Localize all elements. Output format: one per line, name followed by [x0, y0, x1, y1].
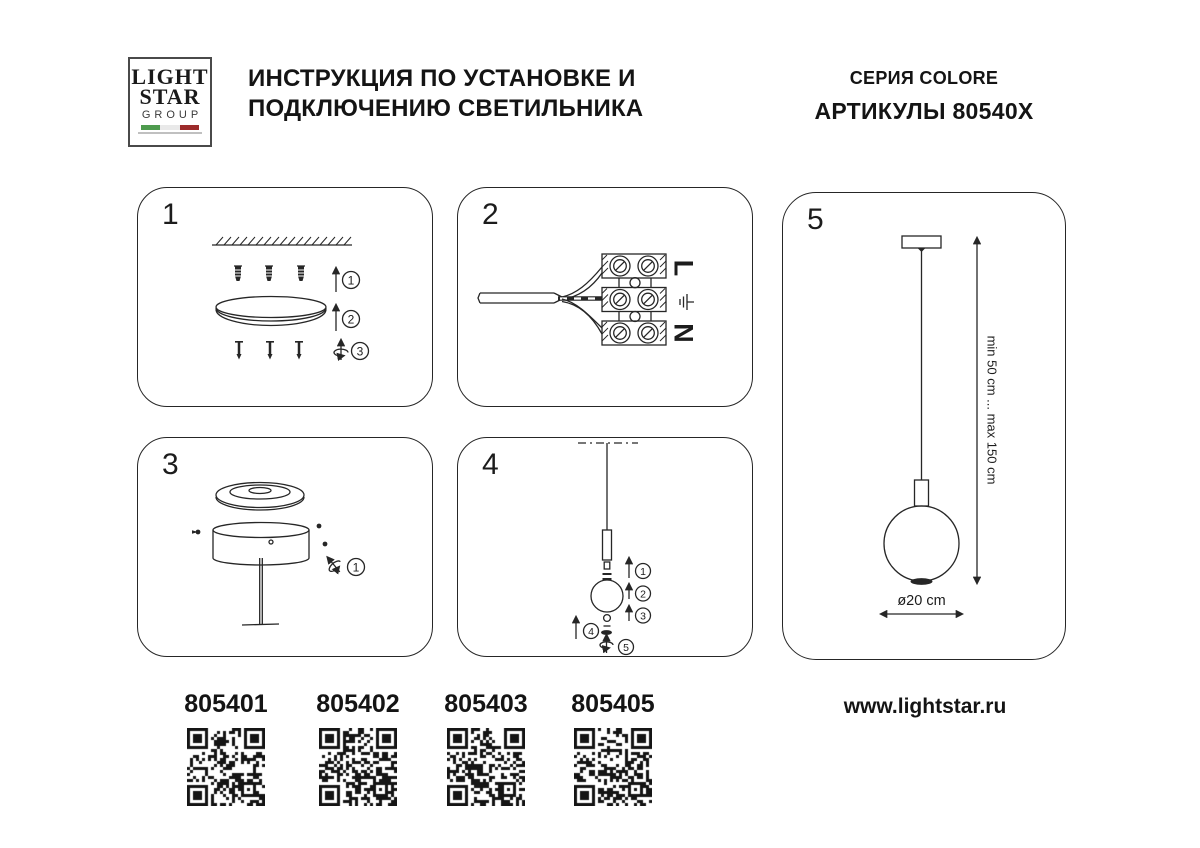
step-3-diagram	[138, 438, 434, 658]
rod-and-fittings	[603, 530, 612, 579]
qr-code	[574, 728, 652, 806]
ceiling-mount	[902, 236, 941, 252]
page-title-line1: ИНСТРУКЦИЯ ПО УСТАНОВКЕ И	[248, 65, 636, 92]
lamp-socket	[915, 480, 929, 506]
article-card	[424, 690, 548, 806]
step-number-5: 5	[807, 203, 824, 236]
svg-text:2: 2	[640, 588, 646, 601]
article-card	[296, 690, 420, 806]
svg-text:1: 1	[640, 565, 646, 578]
bottom-cap	[911, 578, 933, 585]
qr-code	[187, 728, 265, 806]
svg-text:2: 2	[347, 312, 355, 327]
height-dimension-label: min 50 cm ... max 150 cm	[984, 335, 1000, 485]
article-number: 805401	[184, 690, 268, 718]
canopy-drum	[213, 523, 309, 566]
wall-anchors	[234, 266, 305, 281]
logo-word-star: STAR	[139, 84, 201, 109]
assembly-arrows	[576, 558, 629, 639]
label-line-L: L	[668, 259, 699, 277]
diameter-label: ø20 cm	[897, 593, 946, 609]
callout-3	[352, 343, 369, 360]
callout-1	[636, 564, 651, 579]
callout-4	[584, 624, 599, 639]
screws	[235, 341, 303, 360]
step-panel-5	[782, 192, 1066, 660]
step-panel-1	[137, 187, 433, 407]
page-title	[248, 64, 643, 124]
articles-label: АРТИКУЛЫ 80540X	[814, 98, 1034, 124]
callout-3	[636, 608, 651, 623]
label-neutral-N: N	[668, 323, 699, 343]
qr-code	[319, 728, 397, 806]
wire-neutral	[562, 299, 602, 334]
small-screws	[192, 524, 327, 547]
terminal-screws	[610, 256, 658, 343]
step-number-4: 4	[482, 448, 499, 481]
suspension-cable	[242, 558, 279, 625]
flag-underline	[138, 132, 202, 134]
step-4-diagram	[458, 438, 754, 658]
wire-live	[562, 267, 602, 300]
qr-code	[447, 728, 525, 806]
step-5-dimensions-diagram	[783, 193, 1067, 661]
canopy-cover	[216, 483, 304, 511]
glass-sphere	[884, 506, 959, 581]
svg-text:4: 4	[588, 625, 594, 638]
article-number: 805402	[316, 690, 400, 718]
article-number: 805403	[444, 690, 528, 718]
logo-word-group: GROUP	[141, 109, 203, 121]
callout-2	[343, 311, 360, 328]
step-number-3: 3	[162, 448, 179, 481]
lamp-and-cap-parts	[601, 615, 612, 635]
mounting-plate	[216, 297, 326, 326]
step-number-2: 2	[482, 198, 499, 231]
callout-2	[636, 586, 651, 601]
callout-1	[343, 272, 360, 289]
screw-rotation-icon	[334, 340, 348, 360]
screw-rotation-icon	[322, 553, 345, 577]
svg-text:5: 5	[623, 641, 629, 654]
callout-5	[619, 640, 634, 655]
earth-symbol	[680, 294, 694, 310]
svg-text:3: 3	[640, 610, 646, 623]
step-panel-2	[457, 187, 753, 407]
step-2-wiring-diagram	[458, 188, 754, 408]
callout-1	[348, 559, 365, 576]
step-number-1: 1	[162, 198, 179, 231]
screw-rotation-icon	[600, 635, 613, 653]
mains-cable	[478, 293, 562, 303]
series-label: СЕРИЯ COLORE	[849, 68, 999, 88]
ceiling-hatch	[212, 237, 352, 245]
page-title-line2: ПОДКЛЮЧЕНИЮ СВЕТИЛЬНИКА	[248, 95, 644, 122]
step-panel-3	[137, 437, 433, 657]
article-number: 805405	[571, 690, 655, 718]
website-url: www.lightstar.ru	[843, 695, 1007, 718]
step-panel-4	[457, 437, 753, 657]
terminal-block	[602, 254, 666, 345]
glass-sphere	[591, 580, 623, 612]
italian-flag-stripe	[141, 125, 199, 130]
step-1-diagram	[138, 188, 434, 408]
svg-text:1: 1	[352, 560, 360, 575]
series-header	[792, 68, 1056, 125]
svg-text:3: 3	[356, 344, 364, 359]
article-card	[551, 690, 675, 806]
lightstar-logo	[128, 57, 212, 147]
logo-word-light: LIGHT	[131, 64, 209, 89]
svg-text:1: 1	[347, 273, 355, 288]
article-card	[164, 690, 288, 806]
